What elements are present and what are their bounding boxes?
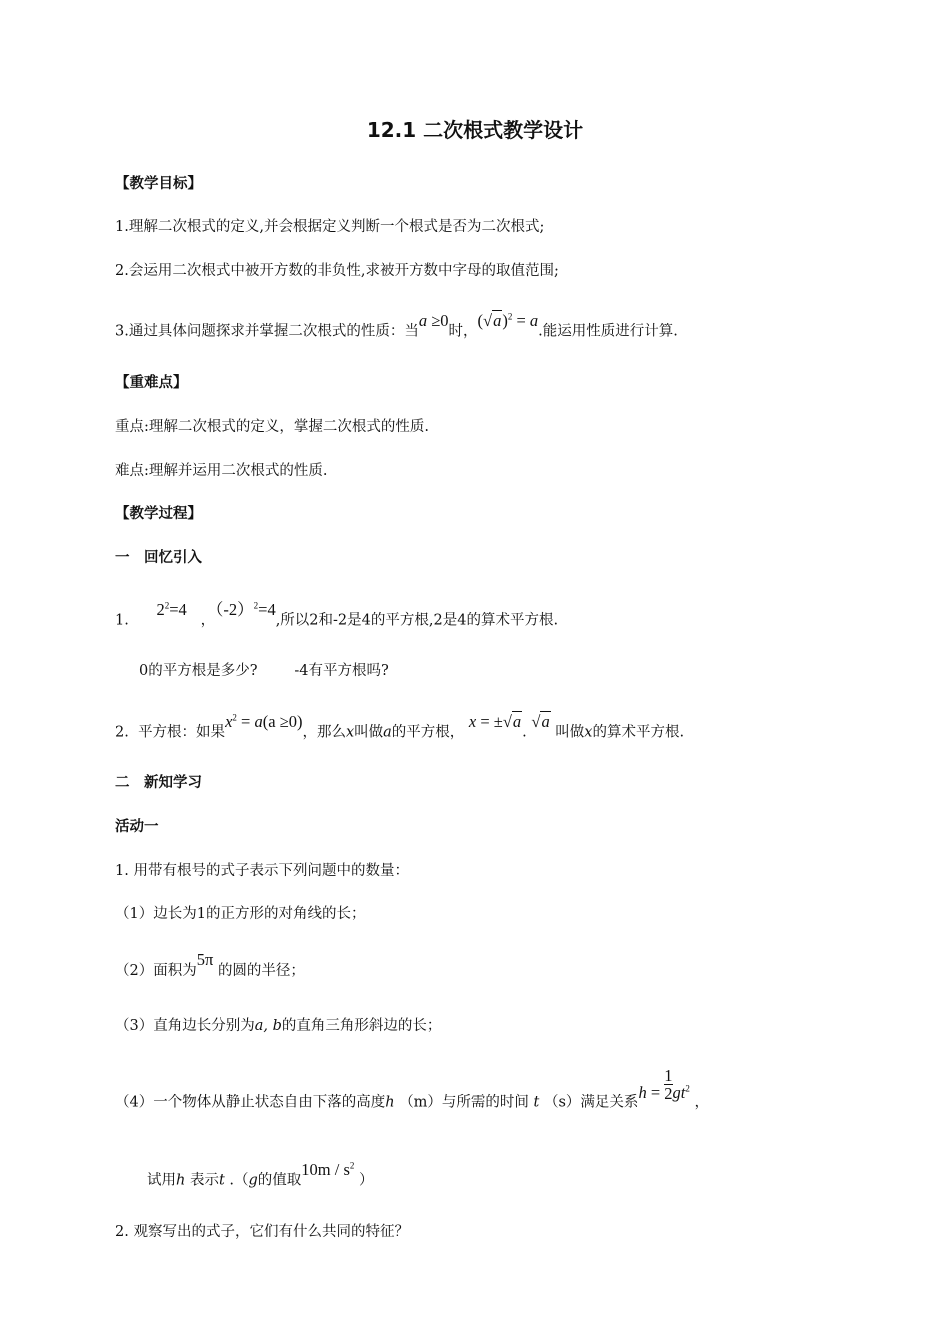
part1-heading: 一 回忆引入 (115, 550, 202, 566)
section-process-heading: 【教学过程】 (115, 506, 202, 522)
page-title: 12.1 二次根式教学设计 (366, 118, 584, 142)
goal-item-2: 2.会运用二次根式中被开方数的非负性,求被开方数中字母的取值范围; (115, 263, 559, 279)
section-goals-heading: 【教学目标】 (115, 176, 202, 192)
goal-item-3: 3.通过具体问题探求并掌握二次根式的性质：当a ≥0时，$(√a)^2 = a$.能运用性质进行计算. (115, 310, 678, 340)
problem-3: （3）直角边长分别为a, b的直角三角形斜边的长； (115, 1018, 442, 1034)
activity-1-heading: 活动一 (115, 819, 159, 835)
sqrt-identity-formula: $(√a)^2 = a$ (477, 310, 539, 330)
question-2: 2. 观察写出的式子，它们有什么共同的特征？ (115, 1224, 409, 1240)
goal-item-1: 1.理解二次根式的定义,并会根据定义判断一个根式是否为二次根式; (115, 219, 545, 235)
free-fall-formula: h = $\frac{1}{2}$ $gt^2$ (638, 1066, 690, 1103)
problem-2: （2）面积为5π 的圆的半径； (115, 950, 305, 979)
problem-4-task: 试用h 表示t .（g的值取$10m / s^2$ ） (147, 1159, 374, 1189)
recall-questions: 0的平方根是多少? -4有平方根吗? (139, 663, 389, 679)
recall-line-2: 2. 平方根：如果$x^2 = a(a \ge 0)$，那么x叫做a的平方根， x = ±√a. √a 叫做x的算术平方根. (115, 711, 685, 741)
recall-line-1: 1. $2^2=4$ ，$(-2)^2=4$,所以2和-2是4的平方根,2是4的算术平方根. (115, 599, 559, 629)
key-point-difficulty: 难点:理解并运用二次根式的性质. (115, 463, 328, 479)
section-key-points-heading: 【重难点】 (115, 375, 188, 391)
key-point-focus: 重点:理解二次根式的定义，掌握二次根式的性质. (115, 419, 429, 435)
problem-4: （4）一个物体从静止状态自由下落的高度h （m）与所需的时间 t （s）满足关系h = $\frac{1}{2}$ $gt^2$ ， (115, 1066, 709, 1111)
problem-1: （1）边长为1的正方形的对角线的长； (115, 906, 366, 922)
activity-intro: 1. 用带有根号的式子表示下列问题中的数量： (115, 863, 409, 879)
part2-heading: 二 新知学习 (115, 775, 202, 791)
